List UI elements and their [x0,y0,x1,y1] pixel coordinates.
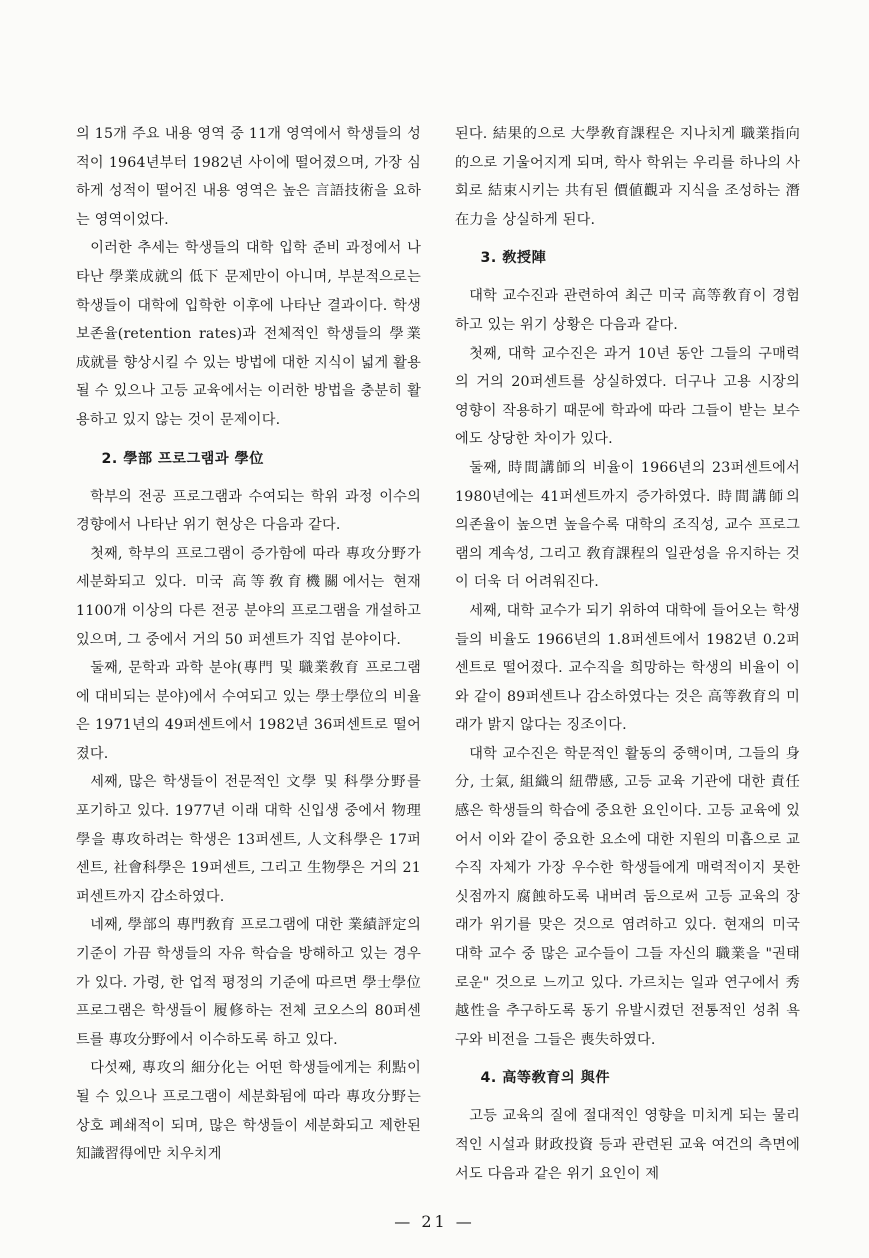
paragraph: 대학 교수진은 학문적인 활동의 중핵이며, 그들의 身分, 士氣, 組織의 紐帶感, 고등 교육 기관에 대한 責任感은 학생들의 학습에 중요한 요인이다. 고등 교육에 있어서 이와 같이 중요한 요소에 대한 지원의 미흡으로 교수직 자체가 가장 우수한 학생들에게 매력적이지 못한 싯점까지 腐蝕하도록 내버려 둠으로써 고등 교육의 장래가 위기를 맞은 것으로 염려하고 있다. 현재의 미국 대학 교수 중 많은 교수들이 그들 자신의 職業을 "권태로운" 것으로 느끼고 있다. 가르치는 일과 연구에서 秀越性을 추구하도록 동기 유발시켰던 전통적인 성취 욕구와 비전을 그들은 喪失하였다. [455,745,800,1048]
section-heading: 3. 敎授陣 [480,250,547,267]
paragraph: 첫째, 대학 교수진은 과거 10년 동안 그들의 구매력의 거의 20퍼센트를 상실하였다. 더구나 고용 시장의 영향이 작용하기 때문에 학과에 따라 그들이 받는 보수에도 상당한 차이가 있다. [455,345,800,448]
paragraph: 세째, 대학 교수가 되기 위하여 대학에 들어오는 학생들의 비율도 1966년의 1.8퍼센트에서 1982년 0.2퍼센트로 떨어졌다. 교수직을 희망하는 학생의 비율이 이와 같이 89퍼센트나 감소하였다는 것은 高等敎育의 미래가 밝지 않다는 징조이다. [455,602,800,734]
paragraph: 네째, 學部의 專門敎育 프로그램에 대한 業績評定의 기준이 가끔 학생들의 자유 학습을 방해하고 있는 경우가 있다. 가령, 한 업적 평정의 기준에 따르면 學士學位 프로그램은 학생들이 履修하는 전체 코오스의 80퍼센트를 專攻分野에서 이수하도록 하고 있다. [76,917,421,1048]
section-heading: 2. 學部 프로그램과 學位 [101,450,264,467]
paragraph: 의 15개 주요 내용 영역 중 11개 영역에서 학생들의 성적이 1964년부터 1982년 사이에 떨어졌으며, 가장 심하게 성적이 떨어진 내용 영역은 높은 言語技術을 요하는 영역이었다. [76,126,421,228]
right-column [455,120,800,1188]
paragraph: 세째, 많은 학생들이 전문적인 文學 및 科學分野를 포기하고 있다. 1977년 이래 대학 신입생 중에서 物理學을 專攻하려는 학생은 13퍼센트, 人文科學은 17퍼센트, 社會科學은 19퍼센트, 그리고 生物學은 거의 21퍼센트까지 감소하였다. [76,774,421,905]
section-heading: 4. 高等敎育의 與件 [480,1070,611,1087]
left-column [76,120,421,1169]
paragraph: 다섯째, 專攻의 細分化는 어떤 학생들에게는 利點이 될 수 있으나 프로그램이 세분화됨에 따라 專攻分野는 상호 폐쇄적이 되며, 많은 학생들이 세분화되고 제한된 知識習得에만 치우치게 [76,1060,421,1163]
paragraph: 첫째, 학부의 프로그램이 증가함에 따라 專攻分野가 세분화되고 있다. 미국 高等敎育機關에서는 현재 1100개 이상의 다른 전공 분야의 프로그램을 개설하고 있으며, 그 중에서 거의 50 퍼센트가 직업 분야이다. [76,545,421,648]
paragraph: 고등 교육의 질에 절대적인 영향을 미치게 되는 물리적인 시설과 財政投資 등과 관련된 교육 여건의 측면에서도 다음과 같은 위기 요인이 제 [455,1108,800,1182]
paragraph: 대학 교수진과 관련하여 최근 미국 高等敎育이 경험하고 있는 위기 상황은 다음과 같다. [455,288,800,333]
paragraph: 학부의 전공 프로그램과 수여되는 학위 과정 이수의 경향에서 나타난 위기 현상은 다음과 같다. [76,488,421,534]
paragraph: 된다. 結果的으로 大學敎育課程은 지나치게 職業指向的으로 기울어지게 되며, 학사 학위는 우리를 하나의 사회로 結束시키는 共有된 價値觀과 지식을 조성하는 潛在力을 상실하게 된다. [455,126,800,228]
paragraph: 이러한 추세는 학생들의 대학 입학 준비 과정에서 나타난 學業成就의 低下 문제만이 아니며, 부분적으로는 학생들이 대학에 입학한 이후에 나타난 결과이다. 학생 보존율(retention rates)과 전체적인 학생들의 學業成就를 향상시킬 수 있는 방법에 대한 지식이 넓게 활용될 수 있으나 고등 교육에서는 이러한 방법을 충분히 활용하고 있지 않는 것이 문제이다. [76,240,421,428]
paragraph: 둘째, 문학과 과학 분야(專門 및 職業敎育 프로그램에 대비되는 분야)에서 수여되고 있는 學士學位의 비율은 1971년의 49퍼센트에서 1982년 36퍼센트로 떨어졌다. [76,660,421,762]
page-number: — 21 — [394,1212,475,1231]
paragraph: 둘째, 時間講師의 비율이 1966년의 23퍼센트에서 1980년에는 41퍼센트까지 증가하였다. 時間講師의 의존율이 높으면 높을수록 대학의 조직성, 교수 프로그램의 계속성, 그리고 敎育課程의 일관성을 유지하는 것이 더욱 더 어려워진다. [455,459,800,591]
